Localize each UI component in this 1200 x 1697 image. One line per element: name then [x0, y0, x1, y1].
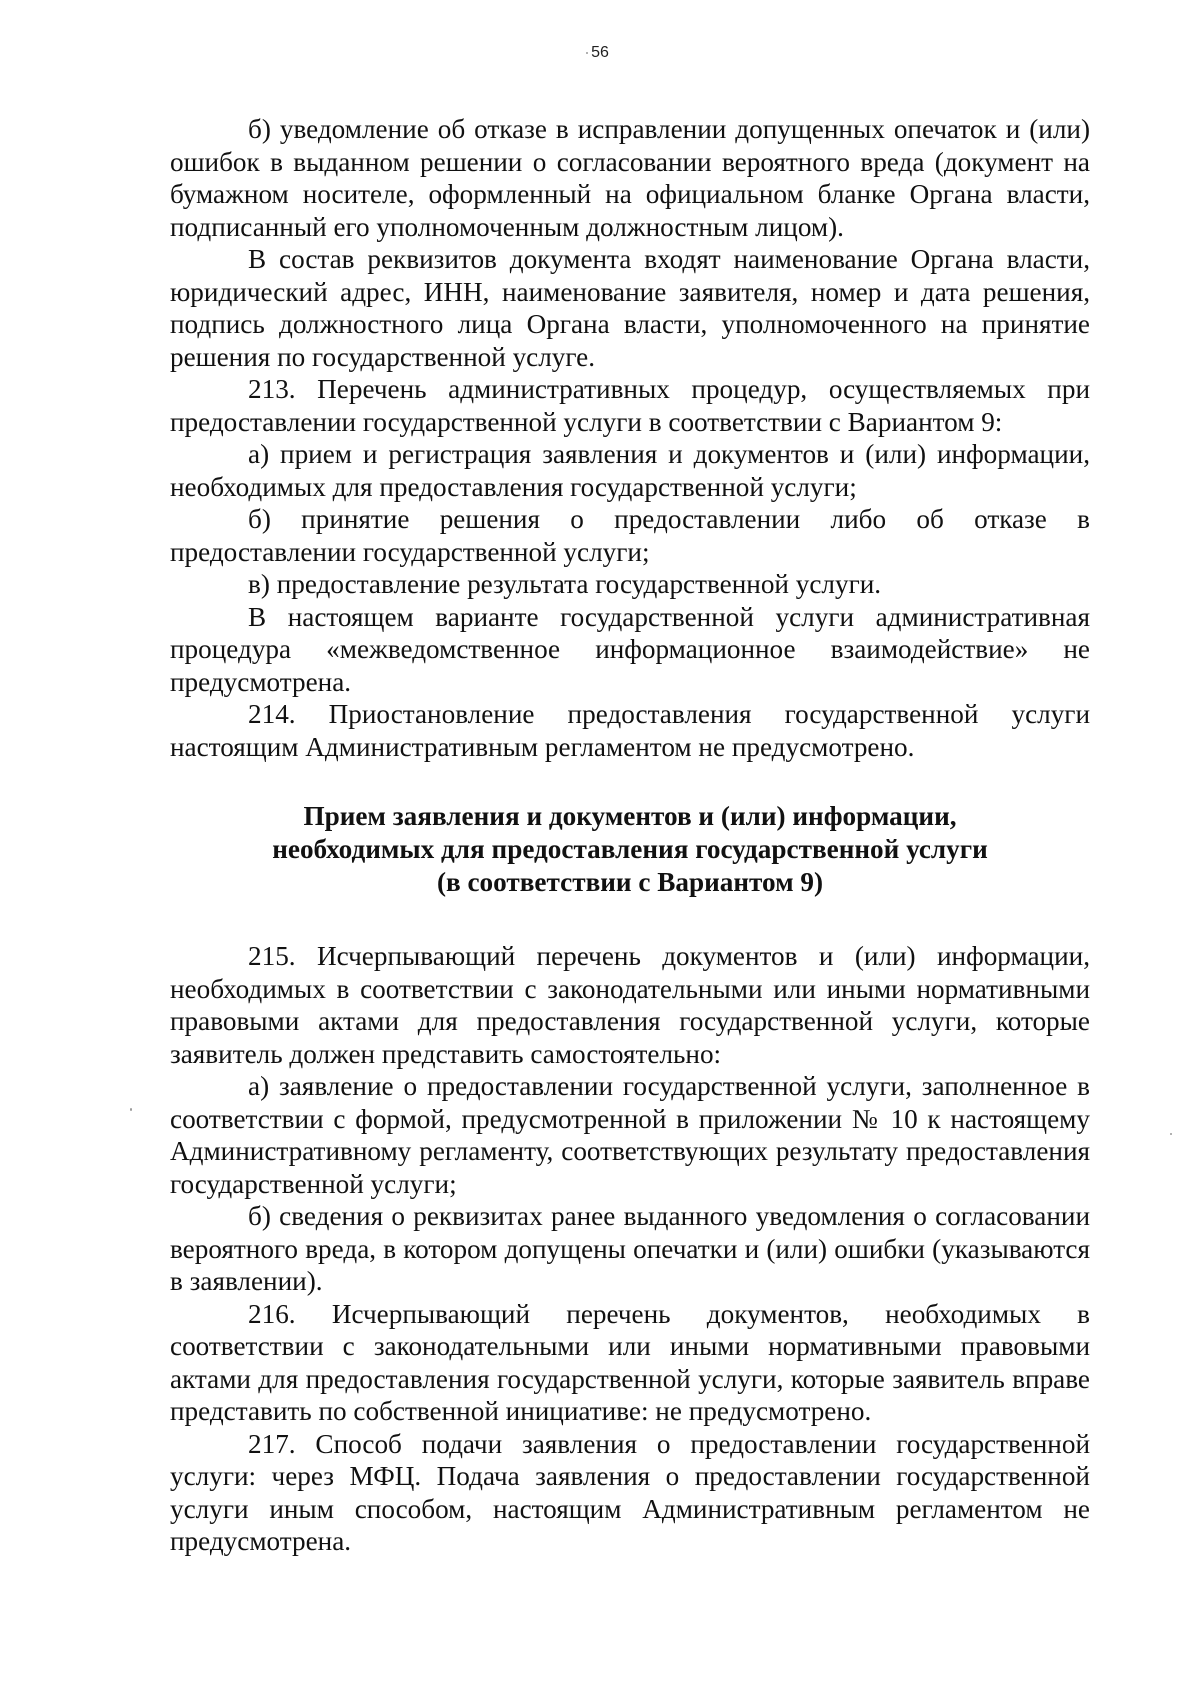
section-heading [170, 800, 1090, 899]
heading-line-3: (в соответствии с Вариантом 9) [436, 867, 824, 897]
bottom-text-block [170, 940, 1090, 1558]
paragraph-216: 216. Исчерпывающий перечень документов, необходимых в соответствии с законодательными или иными нормативными правовыми актами для предоставления государственной услуги, которые заявитель вправе представить по собственной инициативе: не предусмотрено. [170, 1298, 1090, 1426]
paragraph-document-requisites: В состав реквизитов документа входят наименование Органа власти, юридический адрес, ИНН, наименование заявителя, номер и дата решения, подпись должностного лица Органа власти, уполномоченного на принятие решения по государственной услуге. [170, 244, 1090, 372]
paragraph-217: 217. Способ подачи заявления о предоставлении государственной услуги: через МФЦ. Подача заявления о предоставлении государственной услуги иным способом, настоящим Административным регламентом не предусмотрена. [170, 1428, 1090, 1556]
paragraph-notice-refusal: б) уведомление об отказе в исправлении допущенных опечаток и (или) ошибок в выданном решении о согласовании вероятного вреда (документ на бумажном носителе, оформленный на официальном бланке Органа власти, подписанный его уполномоченным должностным лицом). [170, 114, 1090, 242]
paragraph-215: 215. Исчерпывающий перечень документов и (или) информации, необходимых в соответствии с законодательными или иными нормативными правовыми актами для предоставления государственной услуги, которые заявитель должен представить самостоятельно: [170, 941, 1090, 1069]
paragraph-215-b: б) сведения о реквизитах ранее выданного уведомления о согласовании вероятного вреда, в котором допущены опечатки и (или) ошибки (указываются в заявлении). [170, 1201, 1090, 1296]
top-text-block [170, 113, 1090, 763]
paragraph-213-a: а) прием и регистрация заявления и документов и (или) информации, необходимых для предоставления государственной услуги; [170, 439, 1090, 502]
page-number: 56 [591, 44, 609, 61]
paragraph-213-v: в) предоставление результата государственной услуги. [248, 569, 882, 599]
paragraph-213-b: б) принятие решения о предоставлении либо об отказе в предоставлении государственной услуги; [170, 504, 1090, 567]
scan-speck [586, 52, 588, 54]
paragraph-214: 214. Приостановление предоставления государственной услуги настоящим Административным регламентом не предусмотрено. [170, 699, 1090, 762]
heading-line-1: Прием заявления и документов и (или) информации, [303, 801, 957, 831]
paragraph-215-a: а) заявление о предоставлении государственной услуги, заполненное в соответствии с формой, предусмотренной в приложении № 10 к настоящему Административному регламенту, соответствующих результату предоставления государственной услуги; [170, 1071, 1090, 1199]
heading-line-2: необходимых для предоставления государственной услуги [272, 834, 988, 864]
scan-speck [130, 1108, 132, 1111]
scan-speck [1170, 1133, 1172, 1135]
paragraph-213: 213. Перечень административных процедур, осуществляемых при предоставлении государственной услуги в соответствии с Вариантом 9: [170, 374, 1090, 437]
paragraph-interagency-note: В настоящем варианте государственной услуги административная процедура «межведомственное информационное взаимодействие» не предусмотрена. [170, 601, 1090, 697]
